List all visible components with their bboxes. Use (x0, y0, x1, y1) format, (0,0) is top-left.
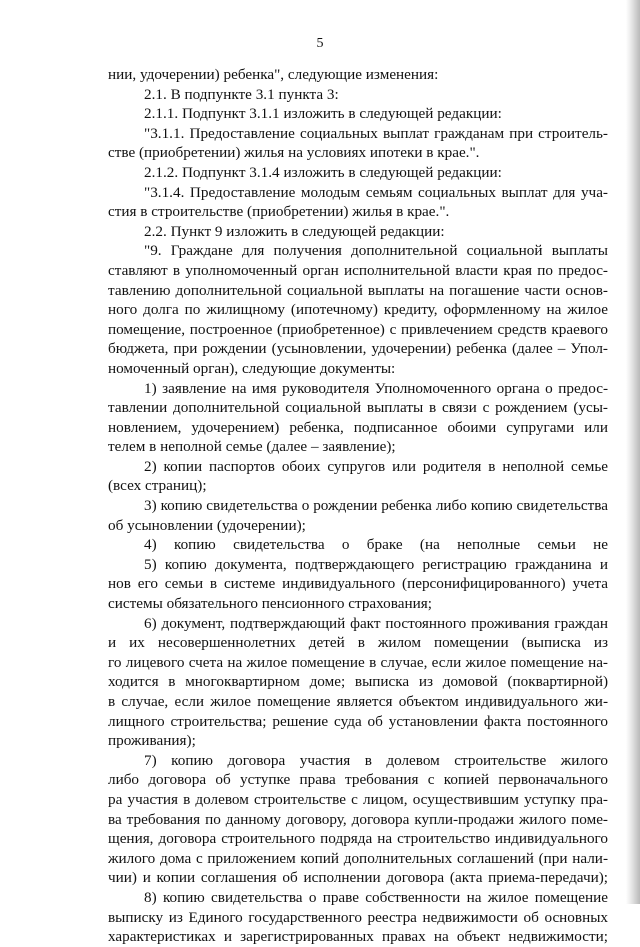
text-line: 7) копию договора участия в долевом строительстве жилого (144, 751, 608, 769)
text-line: ра участия в долевом строительстве с лицом, осуществившим уступку пра- (108, 790, 608, 808)
text-line: характеристиках и зарегистрированных правах на объект недвижимости; (108, 928, 608, 946)
text-line: и их несовершеннолетних детей в жилом помещении (выписка из (108, 634, 608, 652)
text-line: 5) копию документа, подтверждающего регистрацию гражданина и (144, 555, 608, 573)
text-line: 3) копию свидетельства о рождении ребенка либо копию свидетельства (144, 497, 608, 515)
text-line: в случае, если жилое помещение является объектом индивидуального жи- (108, 693, 608, 710)
page-number: 5 (316, 36, 324, 51)
text-line: номоченный орган), следующие документы: (108, 359, 396, 377)
text-line: 2.1.1. Подпункт 3.1.1 изложить в следующей редакции: (144, 105, 502, 123)
text-line: тавлению дополнительной социальной выплаты на погашение части основ- (108, 281, 608, 299)
text-line: нов его семьи в системе индивидуального (персонифицированного) учета (108, 575, 608, 593)
text-line: стве (приобретении) жилья на условиях ипотеки в крае.". (108, 144, 480, 162)
text-line: "9. Граждане для получения дополнительной социальной выплаты (144, 242, 608, 260)
text-line: щения, договора строительного подряда на строительство индивидуального (108, 830, 608, 848)
text-line: 4) копию свидетельства о браке (на неполные семьи не (144, 536, 608, 554)
text-line: бюджета, при рождении (усыновлении, удочерении) ребенка (далее – Упол- (108, 340, 608, 358)
text-line: 2.2. Пункт 9 изложить в следующей редакции: (144, 222, 445, 240)
text-line: чии) и копии соглашения об исполнении договора (акта приема-передачи); (108, 869, 608, 887)
text-line: выписку из Единого государственного реестра недвижимости об основных (108, 908, 608, 926)
text-line: ставляют в уполномоченный орган исполнительной власти края по предос- (108, 261, 608, 279)
text-line: ва требования по данному договору, договора купли-продажи жилого поме- (108, 810, 608, 828)
text-line: ного долга по жилищному (ипотечному) кредиту, оформленному на жилое (108, 301, 608, 319)
text-line: 8) копию свидетельства о праве собственности на жилое помещение (144, 888, 608, 906)
text-line: новлением, удочерением) ребенка, подписанное обоими супругами или (108, 418, 608, 436)
text-line: телем в неполной семье (далее – заявление); (108, 438, 396, 456)
text-line: об усыновлении (удочерении); (108, 516, 306, 534)
text-line: проживания); (108, 732, 196, 750)
document-body (108, 65, 608, 947)
text-line: 6) документ, подтверждающий факт постоянного проживания граждан (144, 614, 608, 632)
text-line: тавлении дополнительной социальной выплаты в связи с рождением (усы- (108, 399, 608, 417)
text-line: помещение, построенное (приобретенное) с привлечением средств краевого (108, 320, 608, 338)
text-line: го лицевого счета на жилое помещение в случае, если жилое помещение на- (108, 653, 608, 671)
text-line: "3.1.4. Предоставление молодым семьям социальных выплат для уча- (144, 183, 608, 201)
text-line: 2.1.2. Подпункт 3.1.4 изложить в следующей редакции: (144, 163, 502, 181)
scan-page-edge (626, 0, 640, 904)
text-line: 2.1. В подпункте 3.1 пункта 3: (144, 85, 339, 103)
text-line: стия в строительстве (приобретении) жилья в крае.". (108, 203, 450, 221)
text-line: 2) копии паспортов обоих супругов или родителя в неполной семье (144, 457, 608, 475)
text-line: ходится в многоквартирном доме; выписка из домовой (поквартирной) (108, 673, 608, 691)
text-line: 1) заявление на имя руководителя Уполномоченного органа о предос- (144, 379, 608, 397)
text-line: либо договора об уступке права требования с копией первоначального (108, 771, 608, 789)
text-line: системы обязательного пенсионного страхования; (108, 595, 432, 613)
text-line: (всех страниц); (108, 477, 207, 495)
text-line: жилого дома с приложением копий дополнительных соглашений (при нали- (108, 849, 608, 867)
text-line: "3.1.1. Предоставление социальных выплат гражданам при строитель- (144, 124, 608, 142)
text-line: лищного строительства; решение суда об установлении факта постоянного (108, 712, 608, 730)
text-line: нии, удочерении) ребенка", следующие изменения: (108, 66, 439, 83)
